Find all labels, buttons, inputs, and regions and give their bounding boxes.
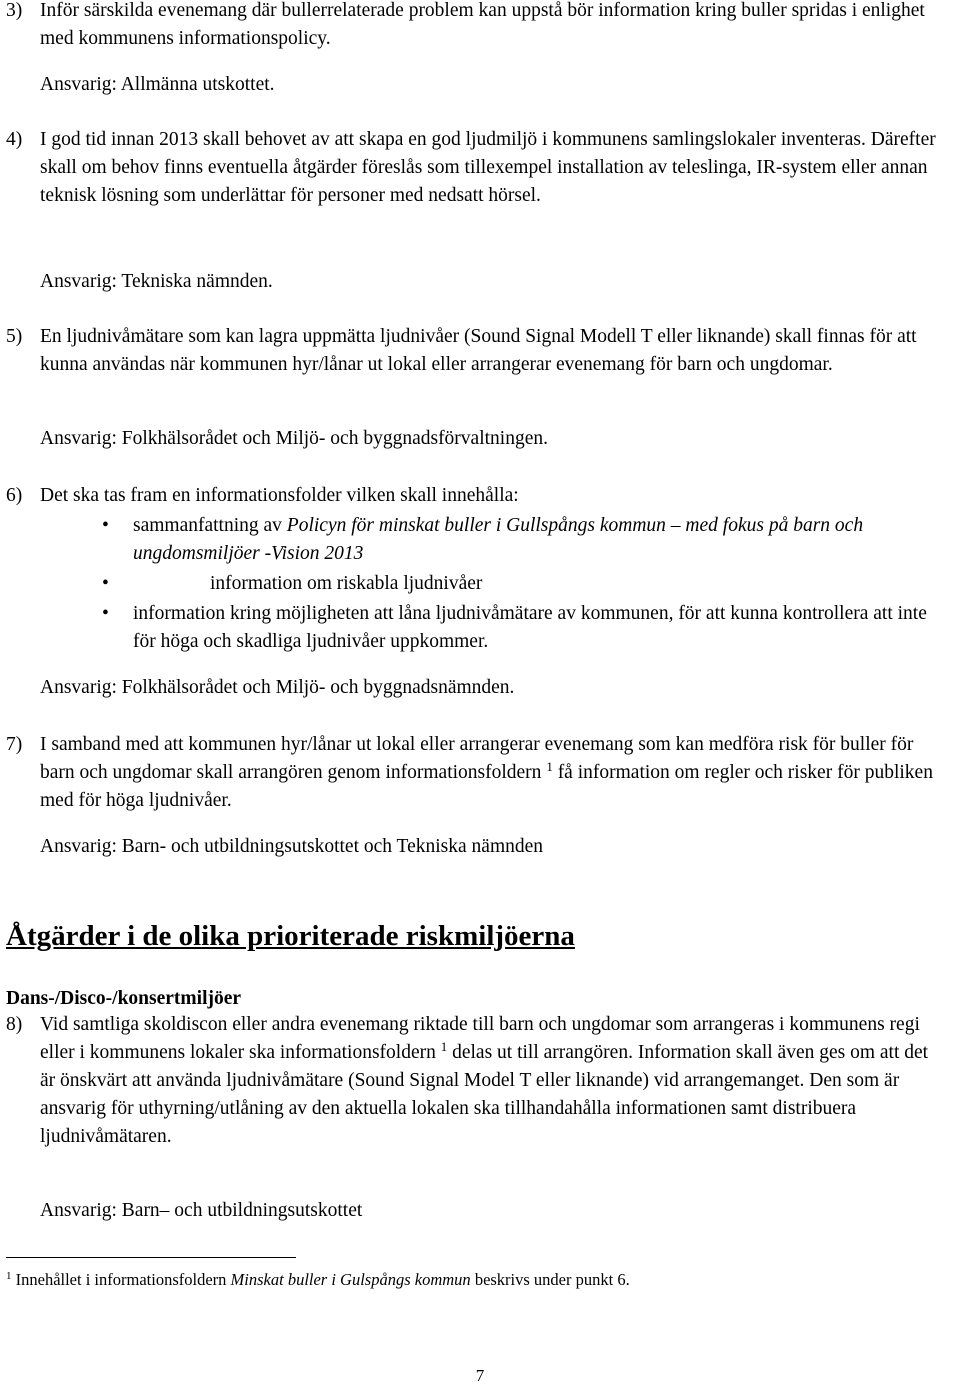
responsible-line: Ansvarig: Tekniska nämnden. <box>40 271 273 292</box>
list-item-4 <box>6 126 946 210</box>
item-number: 7) <box>6 734 23 755</box>
footnote-separator <box>6 1257 296 1258</box>
section-heading: Åtgärder i de olika prioriterade riskmiljöerna <box>6 920 575 952</box>
bullet-item: • sammanfattning av Policyn för minskat buller i Gullspångs kommun – med fokus på barn och ungdomsmiljöer -Vision 2013 <box>40 512 940 568</box>
responsible-line: Ansvarig: Allmänna utskottet. <box>40 74 275 95</box>
subsection-heading: Dans-/Disco-/konsertmiljöer <box>6 988 242 1009</box>
list-item-8 <box>6 1011 946 1151</box>
responsible-line: Ansvarig: Barn– och utbildningsutskottet <box>40 1200 363 1221</box>
bullet-icon: • <box>102 603 109 624</box>
policy-title: Policyn för minskat buller i Gullspångs kommun – med fokus på barn och ungdomsmiljöer -Vision 2013 <box>133 515 864 564</box>
bullet-icon: • <box>102 515 109 536</box>
item-number: 5) <box>6 326 23 347</box>
responsible-line: Ansvarig: Folkhälsorådet och Miljö- och byggnadsförvaltningen. <box>40 428 548 449</box>
item-text: I god tid innan 2013 skall behovet av att skapa en god ljudmiljö i kommunens samlingslokaler inventeras. Därefter skall om behov finns eventuella åtgärder föreslås som tillexempel installation av teleslinga, IR-system eller annan teknisk lösning som underlättar för personer med nedsatt hörsel. <box>40 129 936 206</box>
item-text: Vid samtliga skoldiscon eller andra evenemang riktade till barn och ungdomar som arrangeras i kommunens regi eller i kommunens lokaler ska informationsfoldern $^1$ delas ut till arrangören. Information skall även ges om att det är önskvärt att använda ljudnivåmätare (Sound Signal Model T eller liknande) vid arrangemanget. Den som är ansvarig för uthyrning/utlåning av den aktuella lokalen ska tillhandahålla informationen samt distribuera ljudnivåmätaren. <box>40 1014 929 1147</box>
footnote-ref: 1 <box>440 1039 448 1054</box>
responsible-line: Ansvarig: Barn- och utbildningsutskottet och Tekniska nämnden <box>40 836 544 857</box>
item-text: I samband med att kommunen hyr/lånar ut lokal eller arrangerar evenemang som kan medföra risk för buller för barn och ungdomar skall arrangören genom informationsfoldern $^1$ få information om regler och risker för publiken med för höga ljudnivåer. <box>40 734 933 811</box>
item-number: 8) <box>6 1014 23 1035</box>
item-text: Det ska tas fram en informationsfolder vilken skall innehålla: <box>40 485 519 506</box>
footnote: $^1$ Innehållet i informationsfoldern Minskat buller i Gulspångs kommun beskrivs under punkt 6. <box>6 1270 630 1289</box>
item-number: 3) <box>6 0 23 21</box>
list-item-3 <box>6 0 946 53</box>
bullet-item: • information kring möjligheten att låna ljudnivåmätare av kommunen, för att kunna kontrollera att inte för höga och skadliga ljudnivåer uppkommer. <box>40 600 940 656</box>
page-number: 7 <box>475 1366 485 1385</box>
list-item-6 <box>6 482 946 510</box>
list-item-7 <box>6 731 946 815</box>
bullet-icon: • <box>102 573 109 594</box>
responsible-line: Ansvarig: Folkhälsorådet och Miljö- och byggnadsnämnden. <box>40 677 515 698</box>
footnote-mark: 1 <box>6 1270 12 1282</box>
list-item-5 <box>6 323 946 379</box>
footnote-ref: 1 <box>546 759 553 774</box>
item-number: 6) <box>6 485 23 506</box>
item-text: Inför särskilda evenemang där bullerrelaterade problem kan uppstå bör information kring buller spridas i enlighet med kommunens informationspolicy. <box>40 0 925 49</box>
item-text: En ljudnivåmätare som kan lagra uppmätta ljudnivåer (Sound Signal Modell T eller liknande) skall finnas för att kunna användas när kommunen hyr/lånar ut lokal eller arrangerar evenemang för barn och ungdomar. <box>40 326 917 375</box>
bullet-list <box>40 512 940 656</box>
item-number: 4) <box>6 129 23 150</box>
bullet-item: • information om riskabla ljudnivåer <box>40 570 940 598</box>
